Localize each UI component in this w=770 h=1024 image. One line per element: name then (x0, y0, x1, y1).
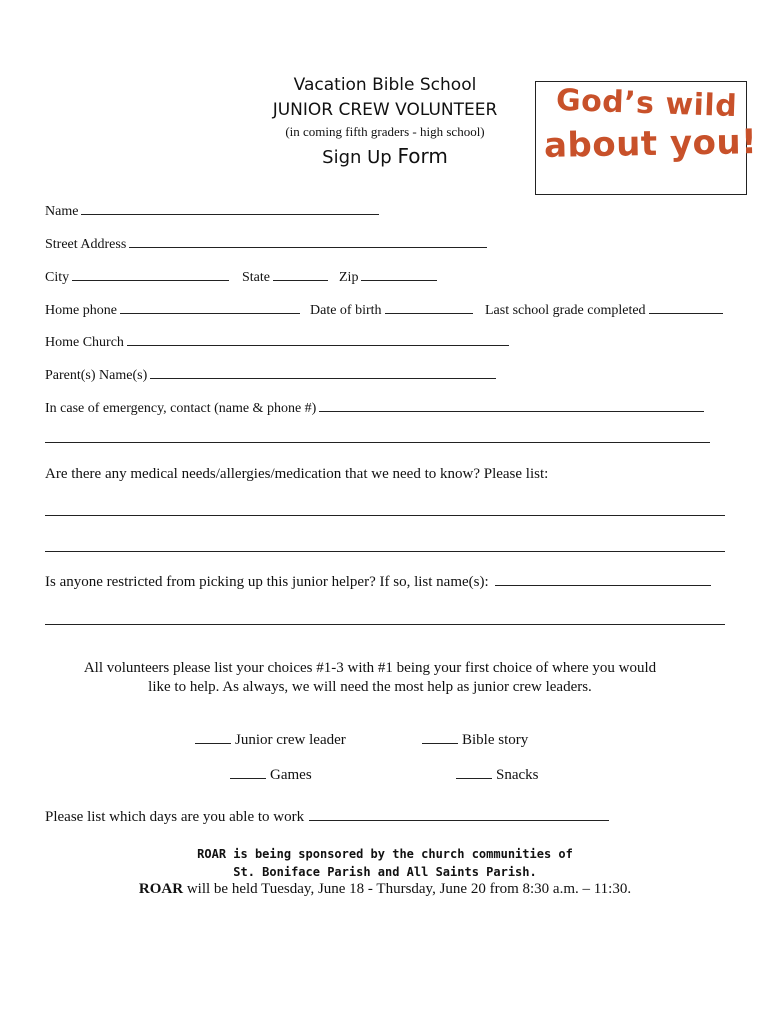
choice-snacks-label: Snacks (496, 767, 539, 783)
header-grades: (in coming fifth graders - high school) (285, 124, 485, 139)
field-dob-line[interactable] (385, 301, 473, 314)
field-parents-line[interactable] (150, 366, 496, 379)
field-street-line[interactable] (129, 235, 487, 248)
sponsor-line-2: St. Boniface Parish and All Saints Parish. (233, 865, 537, 879)
field-city-line[interactable] (72, 268, 229, 281)
choices-intro-line-1: All volunteers please list your choices #1-3 with #1 being your first choice of where you would (83, 660, 657, 676)
roar-name: ROAR (138, 881, 184, 897)
choice-junior-crew-leader-label: Junior crew leader (235, 732, 346, 748)
field-dob-label: Date of birth (310, 303, 382, 318)
field-name-line[interactable] (81, 202, 379, 215)
header-form-title-b: Form (397, 144, 448, 168)
field-name-row (45, 202, 379, 220)
field-zip-line[interactable] (361, 268, 437, 281)
field-last-grade-row (485, 301, 723, 319)
restricted-names-line[interactable] (495, 573, 711, 586)
choice-snacks-blank[interactable] (456, 766, 492, 779)
field-home-church-row (45, 333, 509, 351)
roar-dates (80, 881, 690, 898)
field-parents-row (45, 366, 496, 384)
choice-games-blank[interactable] (230, 766, 266, 779)
header-form-title (230, 144, 540, 168)
choices-intro (40, 659, 700, 697)
field-name-label: Name (45, 204, 79, 219)
field-state-line[interactable] (273, 268, 328, 281)
field-home-church-label: Home Church (45, 335, 124, 350)
field-state-label: State (242, 270, 270, 285)
choice-bible-story (422, 731, 528, 749)
logo-line-2: about you! (543, 122, 758, 166)
field-home-phone-label: Home phone (45, 303, 117, 318)
restricted-line-2[interactable] (45, 624, 725, 625)
field-state-row (242, 268, 328, 286)
restricted-question-text: Is anyone restricted from picking up this junior helper? If so, list name(s): (45, 574, 489, 590)
field-last-grade-label: Last school grade completed (485, 303, 646, 318)
field-zip-label: Zip (339, 270, 359, 285)
field-city-label: City (45, 270, 70, 285)
field-street-label: Street Address (45, 237, 127, 252)
days-row (45, 808, 609, 826)
choice-games-label: Games (270, 767, 312, 783)
choice-junior-crew-leader-blank[interactable] (195, 731, 231, 744)
emergency-extra-line[interactable] (45, 442, 710, 443)
field-city-row (45, 268, 229, 286)
restricted-question (45, 573, 711, 591)
field-street-row (45, 235, 487, 253)
days-label: Please list which days are you able to work (45, 809, 305, 825)
medical-line-2[interactable] (45, 551, 725, 552)
medical-question: Are there any medical needs/allergies/medication that we need to know? Please list: (45, 466, 549, 482)
choice-bible-story-blank[interactable] (422, 731, 458, 744)
field-emergency-label: In case of emergency, contact (name & phone #) (45, 401, 317, 416)
header-title: Vacation Bible School (293, 75, 477, 95)
choice-bible-story-label: Bible story (462, 732, 529, 748)
field-last-grade-line[interactable] (649, 301, 723, 314)
roar-dates-text: will be held Tuesday, June 18 - Thursday, June 20 from 8:30 a.m. – 11:30. (186, 881, 632, 897)
choice-junior-crew-leader (195, 731, 346, 749)
field-dob-row (310, 301, 473, 319)
field-home-phone-row (45, 301, 300, 319)
logo-line-1: God’s wild (555, 82, 738, 125)
days-line[interactable] (309, 808, 609, 821)
field-emergency-line[interactable] (319, 399, 704, 412)
choice-games (230, 766, 312, 784)
logo-box (535, 81, 758, 195)
header-form-title-a: Sign Up (322, 147, 392, 168)
field-emergency-row (45, 399, 704, 417)
sponsor-line-1: ROAR is being sponsored by the church communities of (197, 847, 573, 861)
field-zip-row (339, 268, 437, 286)
field-home-church-line[interactable] (127, 333, 509, 346)
header-subtitle: JUNIOR CREW VOLUNTEER (272, 100, 498, 120)
field-parents-label: Parent(s) Name(s) (45, 368, 148, 383)
medical-line-1[interactable] (45, 515, 725, 516)
choices-intro-line-2: like to help. As always, we will need the most help as junior crew leaders. (148, 679, 592, 695)
choice-snacks (456, 766, 539, 784)
field-home-phone-line[interactable] (120, 301, 300, 314)
